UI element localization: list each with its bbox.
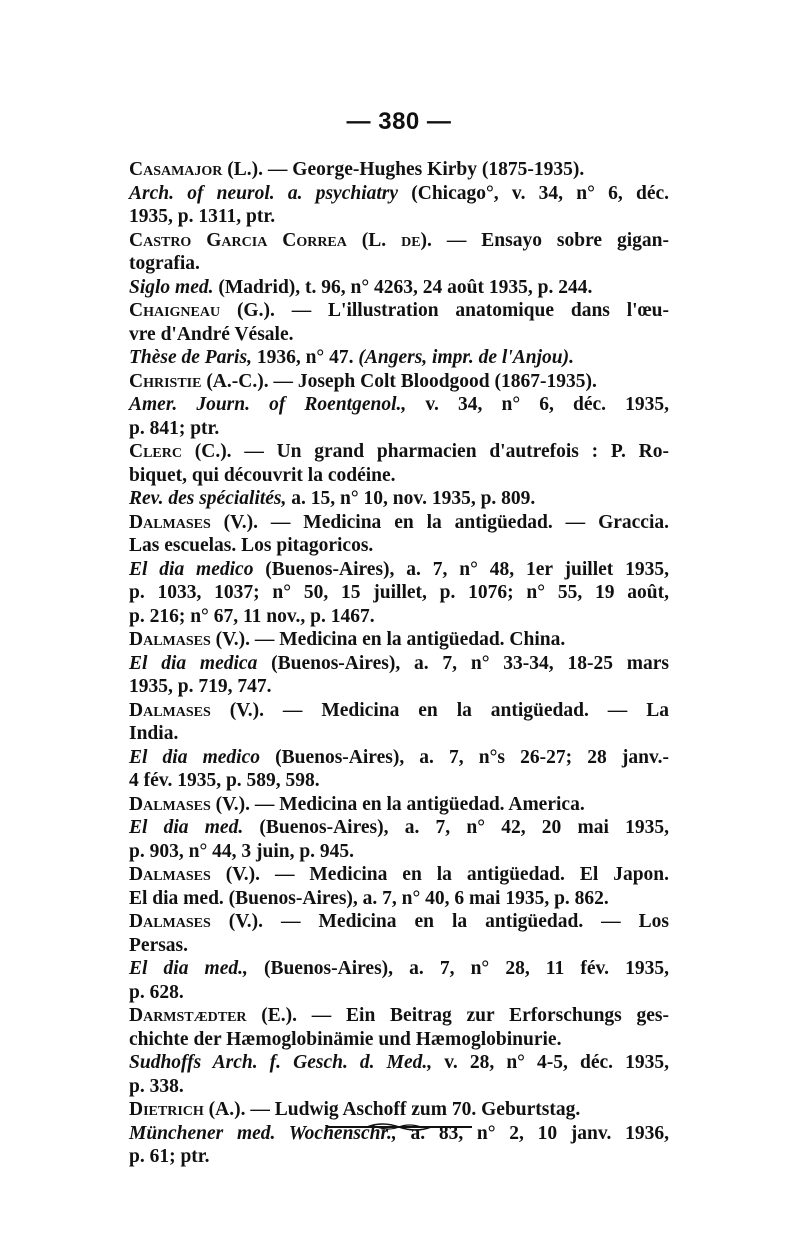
entry-text: 1935, p. 719, 747. xyxy=(129,676,272,697)
entry-text: v. 28, n° 4-5, déc. 1935, xyxy=(432,1052,670,1073)
entry-line xyxy=(129,205,669,229)
source-title: El dia med., xyxy=(129,958,248,979)
entry-text: El dia med. (Buenos-Aires), a. 7, n° 40, 6 mai 1935, p. 862. xyxy=(129,887,609,909)
bibliography-entry xyxy=(129,299,669,370)
author-name: Dalmases (V.). xyxy=(129,864,261,885)
bibliography-entry xyxy=(129,440,669,511)
entry-line xyxy=(129,981,669,1005)
source-title: El dia medica xyxy=(129,652,258,674)
entry-line xyxy=(129,1004,669,1028)
entry-text: (Buenos-Aires), a. 7, n° 33-34, 18-25 mars xyxy=(257,652,669,674)
entry-line xyxy=(129,840,669,864)
entry-line xyxy=(129,393,669,417)
entry-line xyxy=(129,464,669,488)
entry-line xyxy=(129,534,669,558)
entry-text: — George-Hughes Kirby (1875-1935). xyxy=(263,159,585,180)
source-title: Münchener med. Wochenschr., xyxy=(129,1122,397,1144)
entry-line xyxy=(129,605,669,629)
entry-text: — Medicina en la antigüedad. — La xyxy=(264,699,669,721)
entry-line xyxy=(129,229,669,253)
entry-line xyxy=(129,1051,669,1075)
bibliography-entry xyxy=(129,229,669,300)
author-name: Dalmases (V.). xyxy=(129,699,264,721)
entry-text: p. 628. xyxy=(129,981,184,1003)
publisher-note: (Angers, impr. de l'Anjou). xyxy=(358,347,574,368)
author-name: Castro Garcia Correa (L. de). xyxy=(129,229,432,251)
entry-line xyxy=(129,487,669,511)
bibliography-entry xyxy=(129,158,669,229)
entry-line xyxy=(129,934,669,958)
entry-line xyxy=(129,370,669,394)
entry-line xyxy=(129,816,669,840)
source-title: Sudhoffs Arch. f. Gesch. d. Med., xyxy=(129,1052,433,1073)
entry-text: — Medicina en la antigüedad. — Graccia. xyxy=(257,511,669,533)
entry-text: — Ensayo sobre gigan- xyxy=(431,229,669,251)
bibliography-entry xyxy=(129,1004,669,1098)
entry-line xyxy=(129,182,669,206)
source-title: Amer. Journ. of Roentgenol., xyxy=(129,394,407,415)
entry-text: chichte der Hæmoglobinämie und Hæmoglobinurie. xyxy=(129,1028,562,1050)
entry-text: — L'illustration anatomique dans l'œu- xyxy=(274,300,669,321)
document-page xyxy=(129,108,669,1169)
entry-text: a. 15, n° 10, nov. 1935, p. 809. xyxy=(286,488,536,509)
entry-text: a. 83, n° 2, 10 janv. 1936, xyxy=(396,1122,669,1144)
author-name: Chaigneau (G.). xyxy=(129,300,275,321)
entry-line xyxy=(129,417,669,441)
entry-text: — Joseph Colt Bloodgood (1867-1935). xyxy=(268,370,597,392)
entry-line xyxy=(129,722,669,746)
entry-text: India. xyxy=(129,723,179,744)
entry-line xyxy=(129,252,669,276)
entry-line xyxy=(129,1098,669,1122)
entry-line xyxy=(129,887,669,911)
entry-text: (Buenos-Aires), a. 7, n°s 26-27; 28 janv.- xyxy=(259,746,669,768)
entry-text: (Buenos-Aires), a. 7, n° 42, 20 mai 1935, xyxy=(243,817,669,838)
author-name: Dalmases (V.). xyxy=(129,793,250,815)
entry-text: 1935, p. 1311, ptr. xyxy=(129,206,276,227)
entry-text: — Un grand pharmacien d'autrefois : P. Ro- xyxy=(231,441,669,462)
author-name: Christie (A.-C.). xyxy=(129,370,269,392)
entry-line xyxy=(129,1028,669,1052)
entry-text: — Medicina en la antigüedad. El Japon. xyxy=(260,864,670,885)
entry-line xyxy=(129,158,669,182)
entry-line xyxy=(129,793,669,817)
entry-line xyxy=(129,1145,669,1169)
author-name: Casamajor (L.). xyxy=(129,159,264,180)
bibliography-entry xyxy=(129,511,669,629)
entry-text: p. 61; ptr. xyxy=(129,1146,210,1167)
entry-text: 4 fév. 1935, p. 589, 598. xyxy=(129,770,320,791)
entry-line xyxy=(129,1075,669,1099)
author-name: Darmstædter (E.). xyxy=(129,1005,298,1026)
entry-text: p. 903, n° 44, 3 juin, p. 945. xyxy=(129,840,355,862)
source-title: Thèse de Paris, xyxy=(129,347,252,368)
entry-line xyxy=(129,863,669,887)
bibliography-entry xyxy=(129,699,669,793)
entry-line xyxy=(129,558,669,582)
entry-line xyxy=(129,746,669,770)
source-title: El dia medico xyxy=(129,558,254,580)
entry-line xyxy=(129,910,669,934)
entry-line xyxy=(129,346,669,370)
entry-text: 1936, n° 47. xyxy=(251,347,359,368)
entry-line xyxy=(129,769,669,793)
entry-line xyxy=(129,276,669,300)
bibliography-entry xyxy=(129,628,669,699)
entry-line xyxy=(129,323,669,347)
entry-line xyxy=(129,652,669,676)
bibliography-entry xyxy=(129,370,669,441)
bibliography-list xyxy=(129,158,669,1169)
author-name: Dalmases (V.). xyxy=(129,911,264,932)
bibliography-entry xyxy=(129,863,669,910)
entry-line xyxy=(129,511,669,535)
entry-line xyxy=(129,699,669,723)
bibliography-entry xyxy=(129,793,669,864)
author-name: Dalmases (V.). xyxy=(129,511,258,533)
entry-line xyxy=(129,299,669,323)
entry-line xyxy=(129,957,669,981)
entry-text: biquet, qui découvrit la codéine. xyxy=(129,464,396,486)
entry-text: v. 34, n° 6, déc. 1935, xyxy=(406,394,669,415)
entry-line xyxy=(129,628,669,652)
source-title: Siglo med. xyxy=(129,276,214,298)
entry-line xyxy=(129,581,669,605)
page-number: — 380 — xyxy=(346,108,452,135)
end-ornament xyxy=(327,1120,472,1134)
entry-text: vre d'André Vésale. xyxy=(129,323,294,345)
entry-text: — Medicina en la antigüedad. China. xyxy=(249,629,566,650)
source-title: El dia medico xyxy=(129,746,260,768)
entry-text: — Ein Beitrag zur Erforschungs ges- xyxy=(297,1005,669,1026)
entry-text: — Ludwig Aschoff zum 70. Geburtstag. xyxy=(245,1099,581,1120)
author-name: Dalmases (V.). xyxy=(129,629,250,650)
entry-text: tografia. xyxy=(129,253,200,274)
bibliography-entry xyxy=(129,910,669,1004)
entry-line xyxy=(129,440,669,464)
author-name: Dietrich (A.). xyxy=(129,1099,246,1120)
entry-text: (Chicago°, v. 34, n° 6, déc. xyxy=(398,182,670,204)
source-title: El dia med. xyxy=(129,817,244,838)
entry-text: Persas. xyxy=(129,934,189,956)
entry-text: (Buenos-Aires), a. 7, n° 48, 1er juillet 1935, xyxy=(253,558,669,580)
source-title: Arch. of neurol. a. psychiatry xyxy=(129,182,399,204)
entry-text: — Medicina en la antigüedad. — Los xyxy=(263,911,670,932)
entry-text: (Buenos-Aires), a. 7, n° 28, 11 fév. 1935, xyxy=(247,958,669,979)
entry-text: p. 216; n° 67, 11 nov., p. 1467. xyxy=(129,605,375,627)
entry-line xyxy=(129,675,669,699)
entry-text: (Madrid), t. 96, n° 4263, 24 août 1935, p. 244. xyxy=(213,276,593,298)
entry-text: p. 338. xyxy=(129,1075,184,1097)
source-title: Rev. des spécialités, xyxy=(129,488,287,509)
entry-text: — Medicina en la antigüedad. America. xyxy=(249,793,585,815)
author-name: Clerc (C.). xyxy=(129,441,232,462)
entry-text: Las escuelas. Los pitagoricos. xyxy=(129,535,374,556)
entry-text: p. 1033, 1037; n° 50, 15 juillet, p. 1076; n° 55, 19 août, xyxy=(129,582,669,603)
entry-text: p. 841; ptr. xyxy=(129,417,220,439)
